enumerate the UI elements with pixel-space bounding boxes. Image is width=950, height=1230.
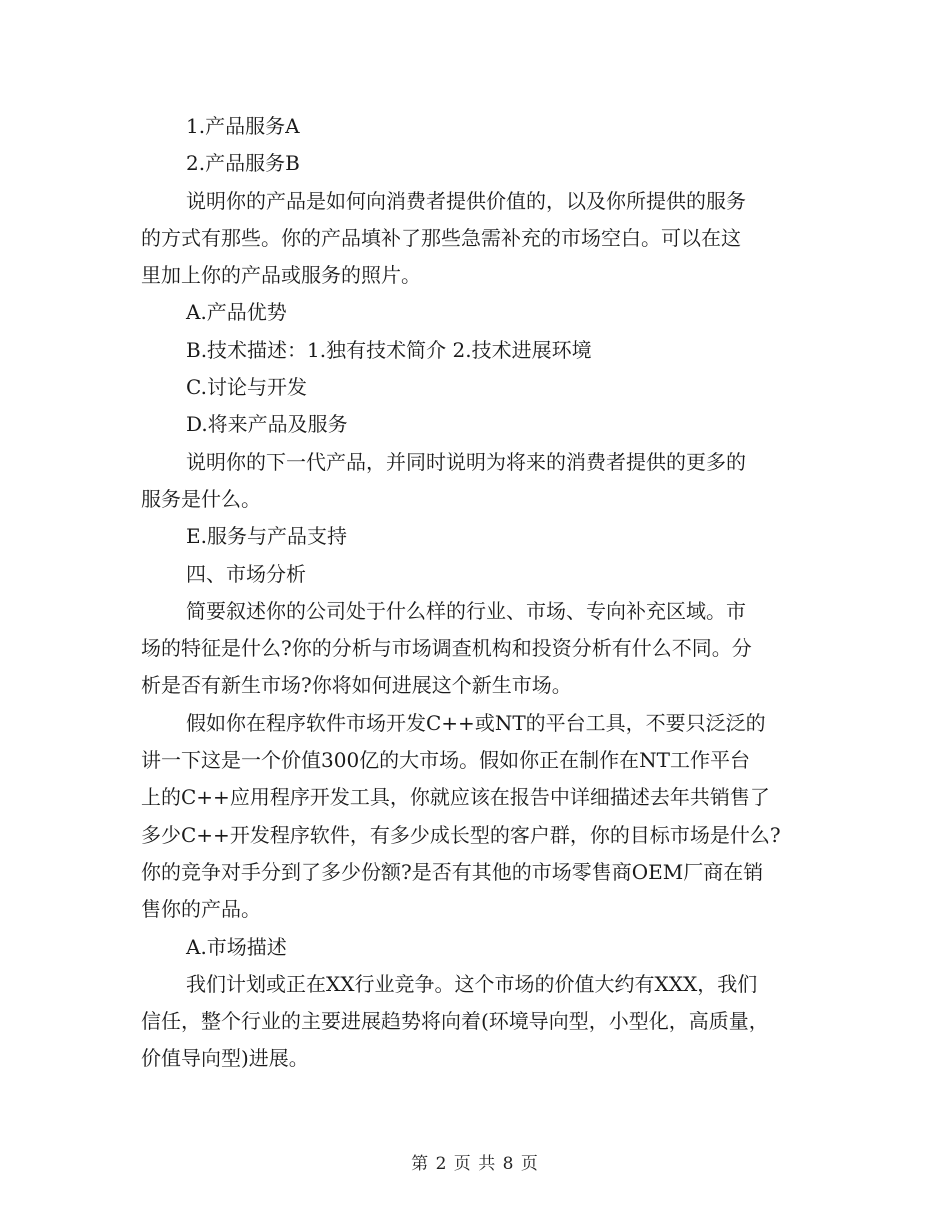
section-heading-market-analysis: 四、市场分析 xyxy=(186,561,306,586)
section-heading-discussion-development: C.讨论与开发 xyxy=(186,375,307,400)
paragraph-line: 多少C++开发程序软件，有多少成长型的客户群，你的目标市场是什么? xyxy=(141,822,781,847)
list-item-product-service-b: 2.产品服务B xyxy=(186,151,300,176)
paragraph-line: 讲一下这是一个价值300亿的大市场。假如你正在制作在NT工作平台 xyxy=(141,748,751,773)
paragraph-line: 析是否有新生市场?你将如何进展这个新生市场。 xyxy=(141,673,572,698)
paragraph-line: 上的C++应用程序开发工具，你就应该在报告中详细描述去年共销售了 xyxy=(141,785,770,810)
paragraph-line: 你的竞争对手分到了多少份额?是否有其他的市场零售商OEM厂商在销 xyxy=(141,859,764,884)
section-heading-service-support: E.服务与产品支持 xyxy=(186,524,347,549)
section-heading-market-description: A.市场描述 xyxy=(186,934,287,959)
paragraph-line: 售你的产品。 xyxy=(141,897,261,922)
section-heading-product-advantage: A.产品优势 xyxy=(186,300,287,325)
section-heading-future-products: D.将来产品及服务 xyxy=(186,412,348,437)
paragraph-line: 我们计划或正在XX行业竞争。这个市场的价值大约有XXX，我们 xyxy=(186,971,758,996)
paragraph-line: 里加上你的产品或服务的照片。 xyxy=(141,263,421,288)
paragraph-line: 假如你在程序软件市场开发C++或NT的平台工具，不要只泛泛的 xyxy=(186,710,766,735)
paragraph-line: 的方式有那些。你的产品填补了那些急需补充的市场空白。可以在这 xyxy=(141,225,741,250)
page-number-footer: 第 2 页 共 8 页 xyxy=(411,1154,539,1174)
paragraph-line: 说明你的下一代产品，并同时说明为将来的消费者提供的更多的 xyxy=(186,449,746,474)
paragraph-line: 说明你的产品是如何向消费者提供价值的，以及你所提供的服务 xyxy=(186,188,746,213)
document-body xyxy=(141,108,811,1078)
paragraph-line: 服务是什么。 xyxy=(141,486,261,511)
paragraph-line: 场的特征是什么?你的分析与市场调查机构和投资分析有什么不同。分 xyxy=(141,636,752,661)
section-heading-tech-description: B.技术描述：1.独有技术简介 2.技术进展环境 xyxy=(186,337,592,362)
paragraph-line: 信任，整个行业的主要进展趋势将向着(环境导向型，小型化，高质量， xyxy=(141,1009,769,1034)
paragraph-line: 价值导向型)进展。 xyxy=(141,1046,309,1071)
paragraph-line: 简要叙述你的公司处于什么样的行业、市场、专向补充区域。市 xyxy=(186,598,746,623)
list-item-product-service-a: 1.产品服务A xyxy=(186,114,300,138)
